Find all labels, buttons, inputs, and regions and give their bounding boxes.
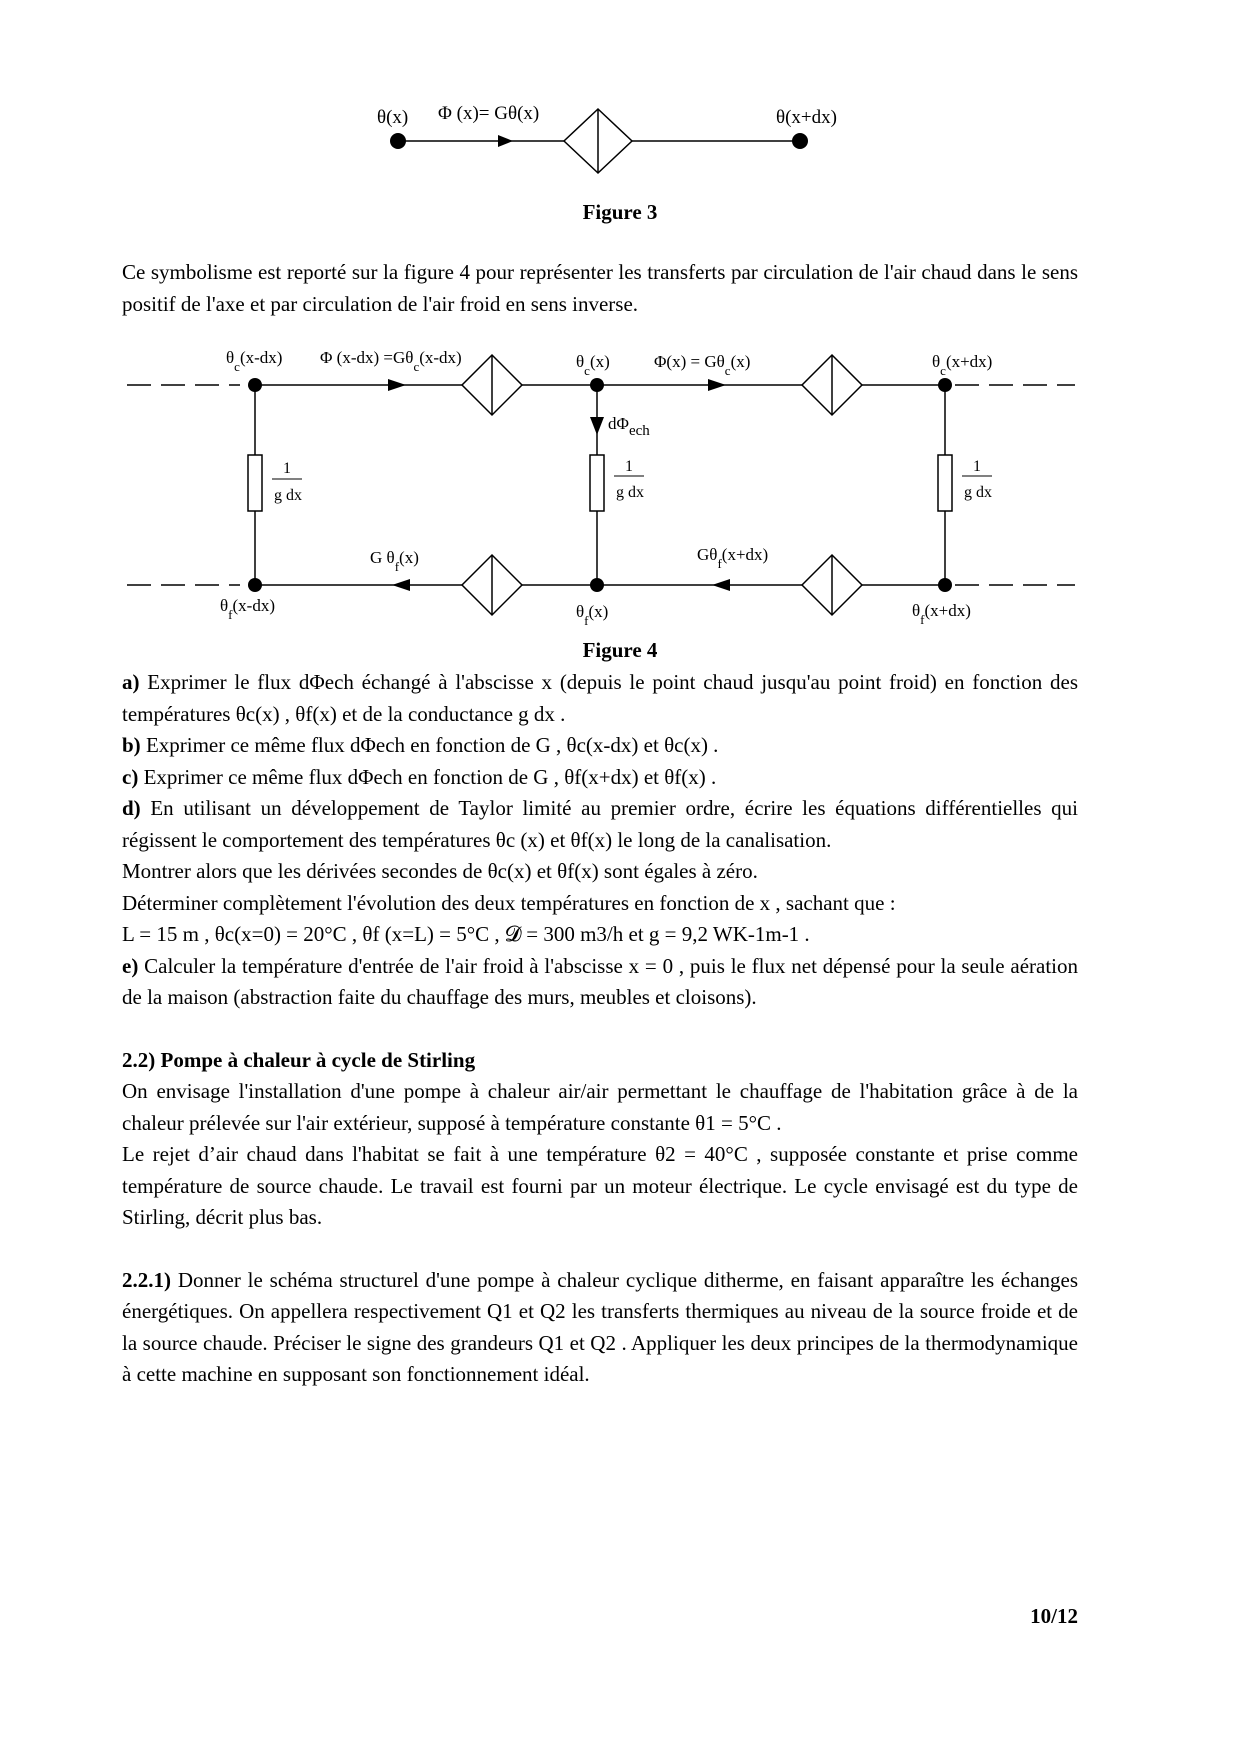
question-c: c) Exprimer ce même flux dΦech en fonction de G , θf(x+dx) et θf(x) . [122, 764, 717, 789]
fig3-label-left: θ(x) [377, 107, 409, 128]
node-left [390, 133, 406, 149]
exchanger-hot-1 [462, 355, 522, 415]
exchanger-cold-1 [462, 555, 522, 615]
question-a: a) Exprimer le flux dΦech échangé à l'abscisse x (depuis le point chaud jusqu'au point froid) en fonction des températures θc(x) , θf(x) et de la conductance g dx . [122, 670, 1078, 726]
resistor-left [248, 455, 262, 511]
node-cold-right [938, 578, 952, 592]
exchanger-cold-2 [802, 555, 862, 615]
fig3-label-right: θ(x+dx) [776, 107, 837, 128]
svg-text:g dx: g dx [616, 484, 644, 501]
arrow-down-icon [590, 417, 604, 435]
question-b: b) Exprimer ce même flux dΦech en fonction de G , θc(x-dx) et θc(x) . [122, 733, 719, 757]
label-theta-f-xmdx: $\theta_f(x-dx)$ [220, 596, 275, 622]
section-2-2-title: 2.2) Pompe à chaleur à cycle de Stirling [122, 1047, 476, 1072]
node-hot-right [938, 378, 952, 392]
arrow-left-icon [712, 579, 730, 591]
node-cold-middle [590, 578, 604, 592]
section-2-2-p1: On envisage l'installation d'une pompe à chaleur air/air permettant le chauffage de l'habitation grâce à de la chaleur prélevée sur l'air extérieur, supposé à température constante θ1 = 5°C . [122, 1079, 1078, 1135]
label-theta-c-x: $\theta_c(x)$ [576, 352, 610, 378]
arrow-right-icon [388, 379, 406, 391]
node-cold-left [248, 578, 262, 592]
svg-text:g dx: g dx [274, 487, 302, 504]
node-right [792, 133, 808, 149]
question-d-part3: Déterminer complètement l'évolution des deux températures en fonction de x , sachant que : [122, 890, 896, 915]
label-theta-c-xmdx: $\theta_c(x-dx)$ [226, 348, 283, 374]
resistor-right [938, 455, 952, 511]
label-G-theta-f-x: G $\theta_f(x)$ [370, 548, 419, 574]
question-e: e) Calculer la température d'entrée de l'air froid à l'abscisse x = 0 , puis le flux net dépensé pour la seule aération de la maison (abstraction faite du chauffage des murs, meubles et cloisons). [122, 953, 1079, 1009]
label-theta-f-x: $\theta_f(x)$ [576, 602, 609, 628]
intro-paragraph [122, 257, 1078, 320]
intro-text: Ce symbolisme est reporté sur la figure 4 pour représenter les transferts par circulation de l'air chaud dans le sens positif de l'axe et par circulation de l'air froid en sens inverse. [122, 260, 1078, 316]
figure-4-caption: Figure 4 [582, 638, 658, 662]
label-dphi-ech: dΦech [608, 414, 650, 439]
label-G-theta-f-xpdx: $G\theta_f(x+dx)$ [697, 545, 769, 571]
svg-text:1: 1 [973, 458, 981, 475]
resistor-value-right [962, 458, 992, 501]
question-d: d) En utilisant un développement de Taylor limité au premier ordre, écrire les équations différentielles qui régissent le comportement des températures θc (x) et θf(x) le long de la canalisation. [122, 796, 1078, 852]
flux-arrow-icon [498, 135, 513, 147]
resistor-value-left [272, 460, 302, 504]
question-d-part2: Montrer alors que les dérivées secondes de θc(x) et θf(x) sont égales à zéro. [122, 859, 758, 883]
svg-text:1: 1 [283, 460, 291, 477]
node-hot-left [248, 378, 262, 392]
label-flux-mid: $\Phi(x) = G\theta_c(x)$ [654, 352, 751, 378]
figure-3 [0, 95, 1240, 185]
svg-text:1: 1 [625, 458, 633, 475]
questions-block [122, 667, 1078, 1391]
page-number: 10/12 [1030, 1604, 1078, 1628]
section-2-2-p2: Le rejet d’air chaud dans l'habitat se fait à une température θ2 = 40°C , supposée constante et prise comme température de source chaude. Le travail est fourni par un moteur électrique. Le cycle envisagé est du type de Stirling, décrit plus bas. [122, 1142, 1078, 1229]
figure-3-caption: Figure 3 [582, 200, 658, 224]
label-theta-c-xpdx: $\theta_c(x+dx)$ [932, 352, 993, 378]
fig3-label-flux: Φ (x)= Gθ(x) [438, 103, 540, 124]
arrow-left-icon [392, 579, 410, 591]
label-theta-f-xpdx: $\theta_f(x+dx)$ [912, 601, 971, 627]
section-2-2-1: 2.2.1) Donner le schéma structurel d'une pompe à chaleur cyclique ditherme, en faisant apparaître les échanges énergétiques. On appellera respectivement Q1 et Q2 les transferts thermiques au niveau de la source froide et de la source chaude. Préciser le signe des grandeurs Q1 et Q2 . Appliquer les deux principes de la thermodynamique à cette machine en supposant son fonctionnement idéal. [122, 1267, 1079, 1386]
question-d-values: L = 15 m , θc(x=0) = 20°C , θf (x=L) = 5°C , 𝓓 = 300 m3/h et g = 9,2 WK-1m-1 . [122, 922, 810, 946]
arrow-right-icon [708, 379, 726, 391]
svg-text:g dx: g dx [964, 484, 992, 501]
node-hot-middle [590, 378, 604, 392]
exchanger-hot-2 [802, 355, 862, 415]
resistor-value-middle [614, 458, 644, 501]
figure-4 [0, 345, 1240, 635]
label-flux-left: Φ $(x-dx) =G\theta_c(x-dx)$ [320, 348, 462, 374]
resistor-middle [590, 455, 604, 511]
